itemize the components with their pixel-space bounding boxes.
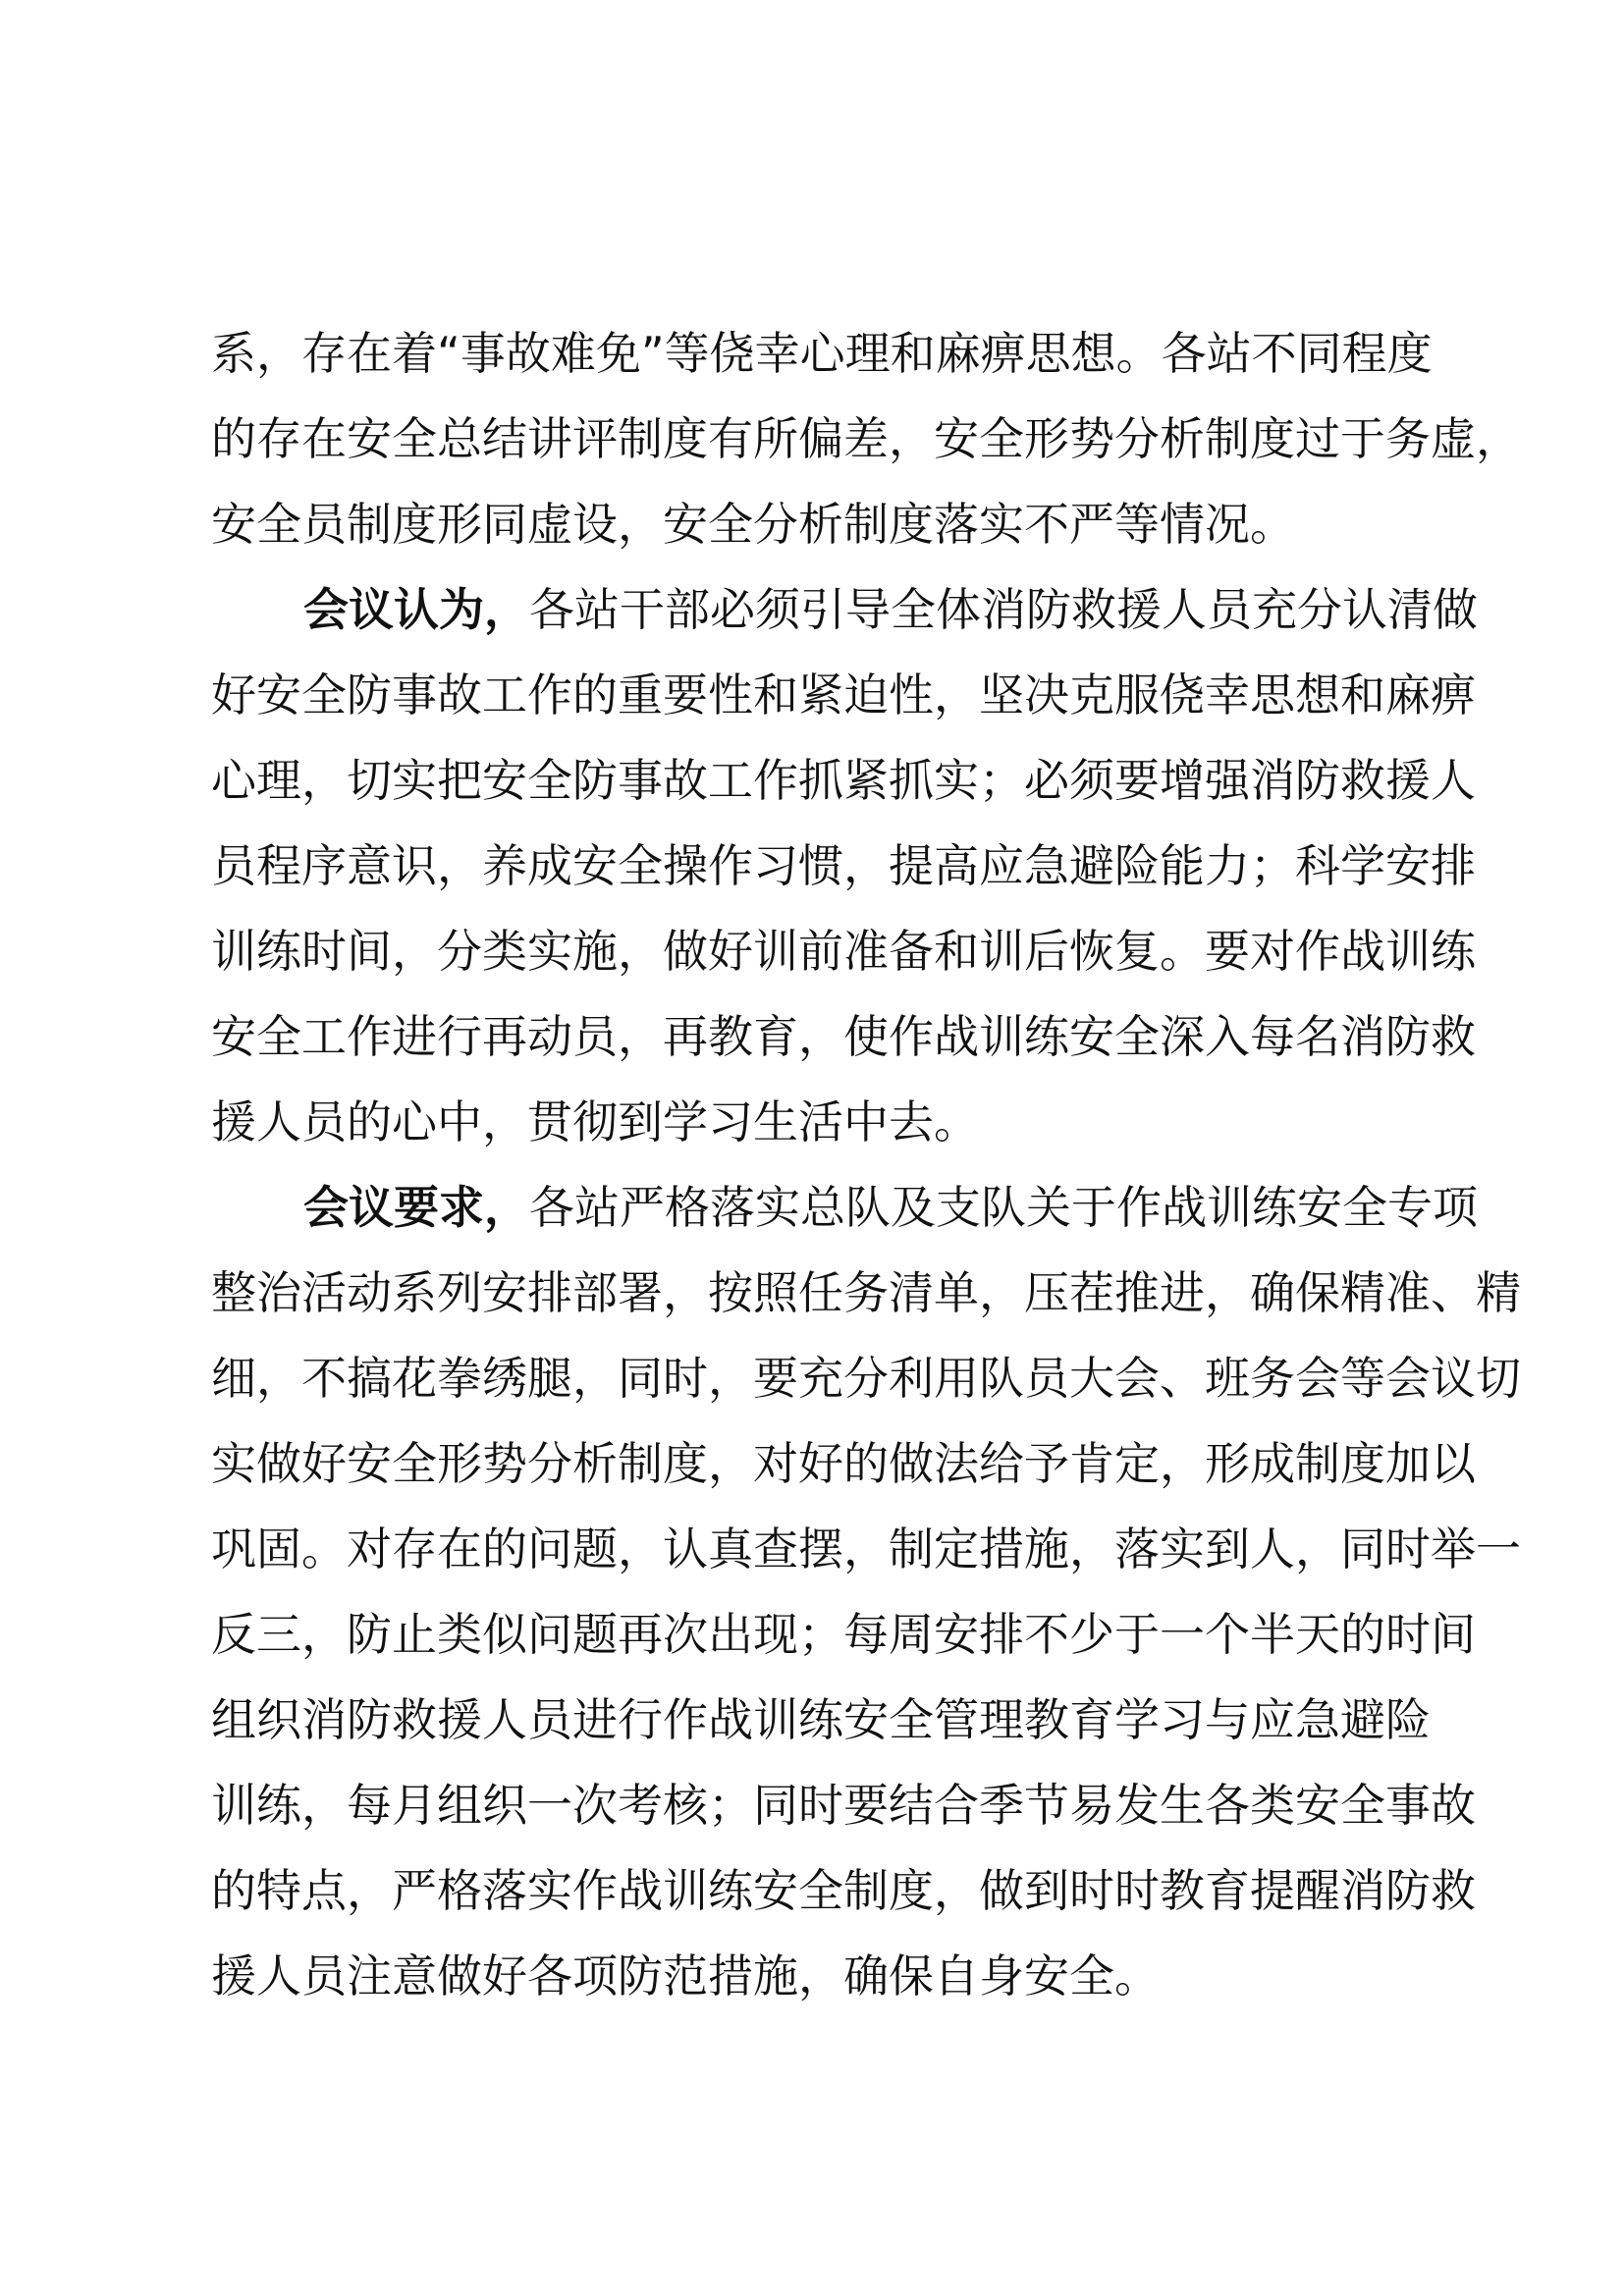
line-text: 员程序意识，养成安全操作习惯，提高应急避险能力；科学安排: [211, 839, 1476, 892]
text-line: [211, 494, 1424, 579]
line-text: 系，存在着“事故难免”等侥幸心理和麻痹思想。各站不同程度: [211, 327, 1433, 380]
text-line: [211, 1519, 1521, 1604]
line-text: 安全员制度形同虚设，安全分析制度落实不严等情况。: [211, 498, 1295, 551]
bold-lead: 会议认为，: [303, 583, 529, 636]
text-line: [211, 1860, 1476, 1946]
line-text: 安全工作进行再动员，再教育，使作战训练安全深入每名消防救: [211, 1010, 1476, 1063]
line-text: 好安全防事故工作的重要性和紧迫性，坚决克服侥幸思想和麻痹: [211, 668, 1476, 721]
text-line: [211, 1348, 1521, 1433]
text-line: [211, 1262, 1521, 1348]
text-line: [211, 408, 1521, 494]
text-line: [211, 1775, 1476, 1860]
line-text: 整治活动系列安排部署，按照任务清单，压茬推进，确保精准、精: [211, 1266, 1521, 1319]
text-line: [211, 323, 1433, 408]
text-line: [211, 835, 1476, 921]
text-line: [211, 665, 1476, 750]
bold-lead: 会议要求，: [303, 1181, 529, 1234]
line-text: 援人员注意做好各项防范措施，确保自身安全。: [211, 1949, 1160, 2002]
text-line: [211, 1006, 1476, 1092]
line-text: 细，不搞花拳绣腿，同时，要充分利用队员大会、班务会等会议切: [211, 1352, 1521, 1405]
text-line: [211, 1433, 1476, 1519]
line-text: 组织消防救援人员进行作战训练安全管理教育学习与应急避险: [211, 1693, 1431, 1746]
text-line: [211, 1092, 1424, 1177]
line-text: 的存在安全总结讲评制度有所偏差，安全形势分析制度过于务虚，: [211, 412, 1521, 465]
line-text: 训练，每月组织一次考核；同时要结合季节易发生各类安全事故: [211, 1779, 1476, 1832]
text-line: [211, 1946, 1424, 2031]
line-text: 训练时间，分类实施，做好训前准备和训后恢复。要对作战训练: [211, 925, 1476, 978]
paragraph-start: [211, 1177, 1478, 1262]
text-line: [211, 921, 1476, 1006]
paragraph-start: [211, 579, 1478, 665]
line-text: 各站干部必须引导全体消防救援人员充分认清做: [529, 583, 1478, 636]
document-body: [211, 323, 1521, 2031]
line-text: 心理，切实把安全防事故工作抓紧抓实；必须要增强消防救援人: [211, 754, 1476, 807]
line-text: 巩固。对存在的问题，认真查摆，制定措施，落实到人，同时举一: [211, 1522, 1521, 1575]
line-text: 援人员的心中，贯彻到学习生活中去。: [211, 1095, 979, 1148]
text-line: [211, 1604, 1476, 1689]
line-text: 反三，防止类似问题再次出现；每周安排不少于一个半天的时间: [211, 1608, 1476, 1661]
line-text: 实做好安全形势分析制度，对好的做法给予肯定，形成制度加以: [211, 1437, 1476, 1490]
line-text: 的特点，严格落实作战训练安全制度，做到时时教育提醒消防救: [211, 1864, 1476, 1917]
text-line: [211, 750, 1476, 835]
line-text: 各站严格落实总队及支队关于作战训练安全专项: [529, 1181, 1478, 1234]
text-line: [211, 1689, 1431, 1775]
